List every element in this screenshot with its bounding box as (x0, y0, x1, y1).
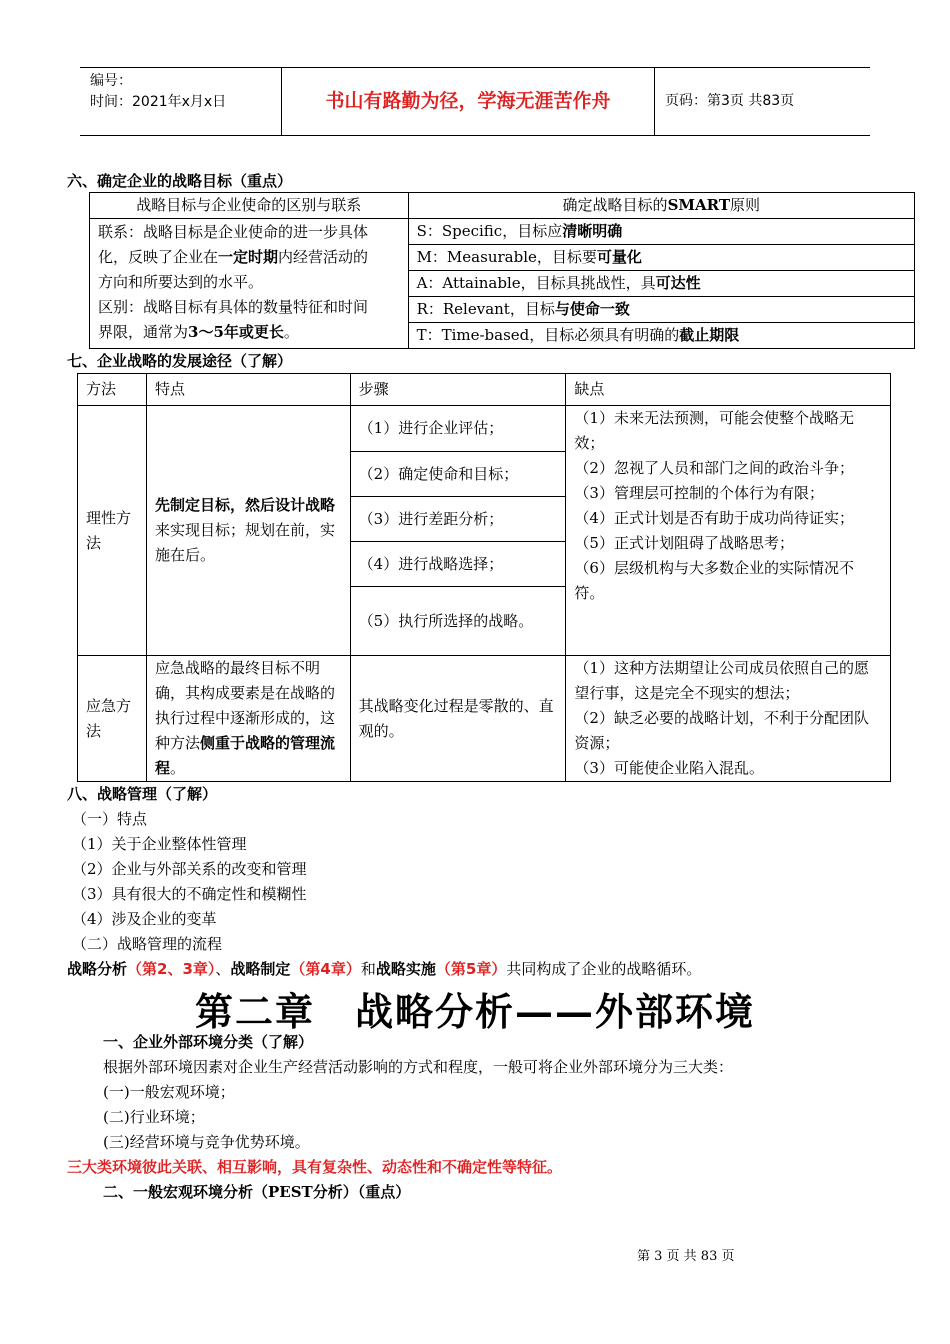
smart-col1-header: 战略目标与企业使命的区别与联系 (90, 193, 409, 219)
header-motto: 书山有路勤为径，学海无涯苦作舟 (282, 68, 655, 135)
header-meta (80, 68, 282, 135)
section8-title: 八、战略管理（了解） (67, 785, 218, 803)
rational-step-4: （4）进行战略选择； (350, 542, 566, 587)
section8-line-1: （一）特点 (72, 810, 148, 828)
smart-item-s: S：Specific，目标应清晰明确 (408, 219, 914, 245)
page-footer: 第 3 页 共 83 页 (637, 1249, 735, 1264)
section8-line-5: （4）涉及企业的变革 (72, 910, 217, 928)
col-header-feature: 特点 (146, 374, 350, 406)
emergent-method-label: 应急方法 (78, 656, 147, 782)
chapter2-sec1-intro: 根据外部环境因素对企业生产经营活动影响的方式和程度，一般可将企业外部环境分为三大类： (103, 1058, 734, 1076)
smart-item-m: M：Measurable，目标要可量化 (408, 245, 914, 271)
smart-col2-header: 确定战略目标的SMART原则 (408, 193, 914, 219)
emergent-steps: 其战略变化过程是零散的、直观的。 (350, 656, 566, 782)
rational-step-2: （2）确定使命和目标； (350, 452, 566, 497)
section8-line-4: （3）具有很大的不确定性和模糊性 (72, 885, 307, 903)
col-header-method: 方法 (78, 374, 147, 406)
section6-title: 六、确定企业的战略目标（重点） (67, 172, 293, 190)
rational-feature: 先制定目标，然后设计战略来实现目标；规划在前，实施在后。 (146, 406, 350, 656)
chapter-title: 第二章 战略分析——外部环境 (194, 989, 755, 1034)
section8-line-3: （2）企业与外部关系的改变和管理 (72, 860, 307, 878)
chapter2-sec1-item-2: (二)行业环境； (103, 1108, 205, 1126)
section7-title: 七、企业战略的发展途径（了解） (67, 352, 293, 370)
goal-vs-mission-text: 联系：战略目标是企业使命的进一步具体 化，反映了企业在一定时期内经营活动的 方向和所要达到的水平。 区别：战略目标有具体的数量特征和时间 界限，通常为3～5年或更长。 (90, 219, 409, 349)
emergent-cons: （1）这种方法期望让公司成员依照自己的愿望行事，这是完全不现实的想法； （2）缺乏必要的战略计划，不利于分配团队资源； （3）可能使企业陷入混乱。 (566, 656, 891, 782)
strategy-methods-table (77, 373, 891, 782)
page-header (80, 67, 870, 136)
chapter2-sec2-title: 二、一般宏观环境分析（PEST分析）（重点） (103, 1183, 411, 1201)
col-header-cons: 缺点 (566, 374, 891, 406)
rational-step-1: （1）进行企业评估； (350, 406, 566, 452)
section8-line-2: （1）关于企业整体性管理 (72, 835, 247, 853)
section8-line-6: （二）战略管理的流程 (72, 935, 223, 953)
smart-item-a: A：Attainable，目标具挑战性，具可达性 (408, 271, 914, 297)
rational-step-3: （3）进行差距分析； (350, 497, 566, 542)
chapter2-sec1-note: 三大类环境彼此关联、相互影响，具有复杂性、动态性和不确定性等特征。 (67, 1158, 563, 1176)
smart-item-r: R：Relevant，目标与使命一致 (408, 297, 914, 323)
number-label: 编号： (90, 73, 132, 89)
header-page-label: 页码：第3页 共83页 (665, 93, 795, 109)
smart-table (89, 192, 915, 349)
date-label: 时间：2021年x月x日 (90, 94, 227, 110)
col-header-steps: 步骤 (350, 374, 566, 406)
rational-method-label: 理性方法 (78, 406, 147, 656)
chapter2-sec1-item-3: (三)经营环境与竞争优势环境。 (103, 1133, 310, 1151)
emergent-feature: 应急战略的最终目标不明确，其构成要素是在战略的执行过程中逐渐形成的，这种方法侧重于战略的管理流程。 (146, 656, 350, 782)
chapter2-sec1-item-1: (一)一般宏观环境； (103, 1083, 235, 1101)
chapter2-sec1-title: 一、企业外部环境分类（了解） (103, 1033, 314, 1051)
rational-step-5: （5）执行所选择的战略。 (350, 587, 566, 656)
rational-cons: （1）未来无法预测，可能会使整个战略无效； （2）忽视了人员和部门之间的政治斗争； （3）管理层可控制的个体行为有限； （4）正式计划是否有助于成功尚待证实； （5）正式计划阻碍了战略思考； （6）层级机构与大多数企业的实际情况不符。 (566, 406, 891, 656)
smart-item-t: T：Time-based，目标必须具有明确的截止期限 (408, 323, 914, 349)
strategy-cycle-line: 战略分析（第2、3章）、战略制定（第4章）和战略实施（第5章）共同构成了企业的战略循环。 (67, 960, 702, 978)
